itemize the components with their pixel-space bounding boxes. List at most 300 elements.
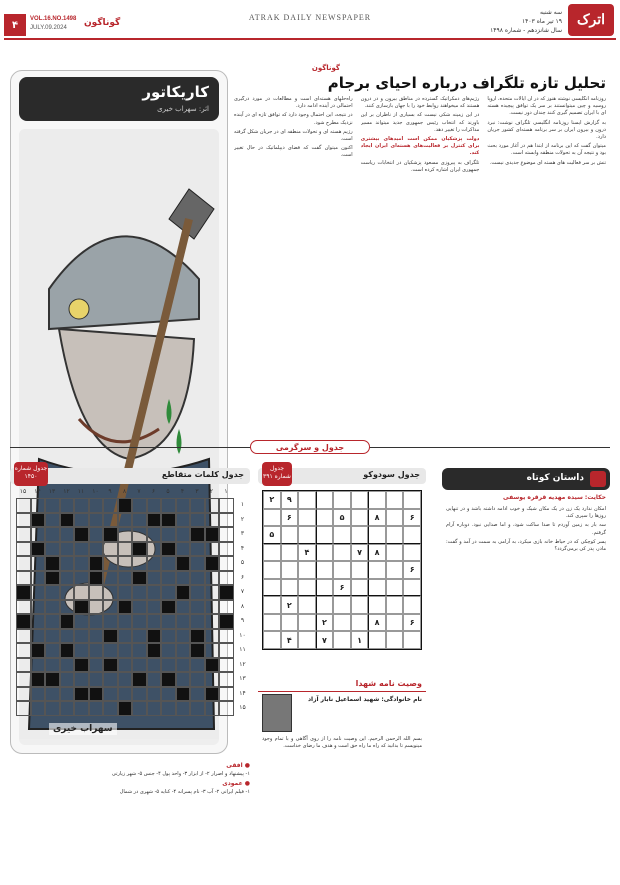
crossword-cell[interactable] <box>176 672 191 687</box>
crossword-column-number: ۱۳ <box>48 488 56 495</box>
crossword-cell <box>147 629 162 644</box>
crossword-cell[interactable] <box>190 585 205 600</box>
crossword-cell[interactable] <box>103 513 118 528</box>
crossword-cell[interactable] <box>118 658 133 673</box>
crossword-cell[interactable] <box>89 701 104 716</box>
crossword-cell[interactable] <box>205 614 220 629</box>
crossword-cell[interactable] <box>176 658 191 673</box>
crossword-cell[interactable] <box>74 556 89 571</box>
sudoku-cell[interactable] <box>316 579 334 597</box>
sudoku-grid[interactable] <box>262 490 422 650</box>
crossword-cell[interactable] <box>60 672 75 687</box>
article-section-tag: گوناگون <box>311 64 340 72</box>
crossword-cell[interactable] <box>16 701 31 716</box>
crossword-cell[interactable] <box>205 600 220 615</box>
crossword-row-number: ۹ <box>240 617 245 624</box>
cartoon-author: اثر: سهراب خیری <box>157 105 209 113</box>
crossword-cell[interactable] <box>60 658 75 673</box>
crossword-cell[interactable] <box>132 629 147 644</box>
crossword-cell[interactable] <box>60 600 75 615</box>
crossword-cell[interactable] <box>132 643 147 658</box>
crossword-cell[interactable] <box>74 585 89 600</box>
crossword-cell[interactable] <box>132 527 147 542</box>
crossword-cell[interactable] <box>60 542 75 557</box>
sudoku-cell[interactable] <box>368 491 386 509</box>
crossword-cell[interactable] <box>89 643 104 658</box>
crossword-cell[interactable] <box>219 687 234 702</box>
sudoku-cell[interactable] <box>298 561 316 579</box>
crossword-cell[interactable] <box>219 701 234 716</box>
crossword-cell[interactable] <box>31 658 46 673</box>
crossword-cell[interactable] <box>118 629 133 644</box>
sudoku-cell[interactable] <box>368 561 386 579</box>
crossword-cell[interactable] <box>118 643 133 658</box>
crossword-cell[interactable] <box>89 600 104 615</box>
crossword-cell[interactable] <box>89 658 104 673</box>
crossword-cell[interactable] <box>176 527 191 542</box>
crossword-cell[interactable] <box>118 614 133 629</box>
sudoku-cell[interactable] <box>368 526 386 544</box>
crossword-cell <box>147 643 162 658</box>
crossword-cell[interactable] <box>74 571 89 586</box>
crossword-cell[interactable] <box>45 629 60 644</box>
crossword-cell[interactable] <box>89 498 104 513</box>
crossword-cell[interactable] <box>74 629 89 644</box>
crossword-cell[interactable] <box>176 600 191 615</box>
crossword-header <box>10 465 250 484</box>
crossword-cell[interactable] <box>16 542 31 557</box>
crossword-cell[interactable] <box>205 629 220 644</box>
sudoku-cell[interactable] <box>386 509 404 527</box>
crossword-cell[interactable] <box>60 687 75 702</box>
crossword-cell[interactable] <box>103 542 118 557</box>
crossword-cell[interactable] <box>103 498 118 513</box>
sudoku-cell[interactable] <box>351 614 369 632</box>
crossword-cell[interactable] <box>176 701 191 716</box>
crossword-cell <box>176 687 191 702</box>
crossword-cell[interactable] <box>161 556 176 571</box>
sudoku-cell[interactable] <box>386 631 404 649</box>
crossword-cell[interactable] <box>74 643 89 658</box>
crossword-cell[interactable] <box>147 687 162 702</box>
crossword-badge: جدول شماره ۱۴۵۰ <box>14 462 48 486</box>
crossword-cell[interactable] <box>205 643 220 658</box>
crossword-cell[interactable] <box>219 527 234 542</box>
sudoku-cell[interactable] <box>281 561 299 579</box>
will-subtitle: نام خانوادگی: شهید اسماعیل نابار آزاد <box>307 696 422 703</box>
crossword-cell[interactable] <box>190 658 205 673</box>
crossword-cell <box>161 672 176 687</box>
paragraph: در این زمینه شکی نیست که بسیاری از ناظران بر این باورند که انتخاب رئیس جمهوری جدید میتواند مسیر مذاکرات را تغییر دهد. <box>360 112 480 133</box>
sudoku-cell[interactable] <box>403 491 421 509</box>
sudoku-cell[interactable] <box>403 544 421 562</box>
sudoku-cell[interactable] <box>386 596 404 614</box>
crossword-cell[interactable] <box>176 614 191 629</box>
sudoku-cell[interactable] <box>403 526 421 544</box>
crossword-cell[interactable] <box>31 614 46 629</box>
crossword-cell[interactable] <box>31 498 46 513</box>
crossword-cell[interactable] <box>132 585 147 600</box>
sudoku-cell[interactable] <box>263 544 281 562</box>
sudoku-cell[interactable] <box>263 614 281 632</box>
crossword-cell[interactable] <box>31 556 46 571</box>
sudoku-cell[interactable] <box>333 631 351 649</box>
crossword-cell[interactable] <box>219 629 234 644</box>
crossword-title: جدول کلمات متقاطع <box>161 470 244 479</box>
sudoku-cell[interactable] <box>263 596 281 614</box>
crossword-cell[interactable] <box>219 542 234 557</box>
will-text: بسم الله الرحمن الرحیم. این وصیت نامه را از روی آگاهی و با تمام وجود مینویسم تا بدانید که راه ما راه حق است و هدف ما رضای خداست. <box>262 736 422 749</box>
crossword-cell[interactable] <box>103 585 118 600</box>
sudoku-cell[interactable] <box>368 596 386 614</box>
crossword-cell[interactable] <box>118 556 133 571</box>
crossword-cell[interactable] <box>60 701 75 716</box>
crossword-cell[interactable] <box>60 571 75 586</box>
crossword-cell[interactable] <box>161 527 176 542</box>
crossword-cell[interactable] <box>147 672 162 687</box>
crossword-cell[interactable] <box>103 672 118 687</box>
crossword-cell[interactable] <box>161 585 176 600</box>
crossword-cell[interactable] <box>60 585 75 600</box>
crossword-cell <box>132 542 147 557</box>
crossword-cell[interactable] <box>147 527 162 542</box>
paragraph: به گزارش ایسنا روزنامه انگلیسی تلگراف نوشت: نبرد درون و بیرون ایران بر سر برنامه هسته‌ای کشور جریان دارد. <box>487 119 606 141</box>
crossword-cell <box>16 585 31 600</box>
crossword-cell[interactable] <box>132 498 147 513</box>
crossword-cell[interactable] <box>190 556 205 571</box>
crossword-cell[interactable] <box>219 513 234 528</box>
sudoku-cell[interactable] <box>403 631 421 649</box>
crossword-cell[interactable] <box>161 687 176 702</box>
sudoku-cell[interactable] <box>351 509 369 527</box>
sudoku-cell[interactable] <box>351 491 369 509</box>
crossword-cell[interactable] <box>103 643 118 658</box>
crossword-cell[interactable] <box>132 556 147 571</box>
crossword-cell[interactable] <box>118 527 133 542</box>
paragraph: تلگراف به پیروزی مسعود پزشکیان در انتخابات ریاست جمهوری ایران اشاره کرده است. <box>360 159 480 173</box>
crossword-cell[interactable] <box>205 571 220 586</box>
crossword-cell[interactable] <box>31 600 46 615</box>
crossword-cell[interactable] <box>132 687 147 702</box>
crossword-cell[interactable] <box>190 687 205 702</box>
sudoku-cell[interactable] <box>263 631 281 649</box>
crossword-cell[interactable] <box>118 571 133 586</box>
crossword-cell <box>190 527 205 542</box>
sudoku-cell[interactable] <box>316 491 334 509</box>
crossword-cell[interactable] <box>45 701 60 716</box>
crossword-cell[interactable] <box>60 527 75 542</box>
crossword-cell[interactable] <box>16 658 31 673</box>
martyr-will-section <box>258 678 426 878</box>
crossword-cell[interactable] <box>132 600 147 615</box>
crossword-cell[interactable] <box>118 672 133 687</box>
sudoku-cell[interactable] <box>333 561 351 579</box>
crossword-cell[interactable] <box>147 556 162 571</box>
crossword-cell[interactable] <box>147 701 162 716</box>
crossword-cell <box>60 643 75 658</box>
crossword-clues <box>10 760 250 796</box>
crossword-cell <box>132 571 147 586</box>
story-subtitle: حکایت: سیده مهدیه قرقره یوسفی <box>503 494 606 501</box>
crossword-cell[interactable] <box>190 498 205 513</box>
sudoku-cell[interactable] <box>316 526 334 544</box>
crossword-cell[interactable] <box>176 571 191 586</box>
crossword-cell[interactable] <box>219 571 234 586</box>
crossword-cell[interactable] <box>190 513 205 528</box>
sudoku-cell[interactable] <box>281 526 299 544</box>
sudoku-cell[interactable] <box>263 509 281 527</box>
crossword-cell <box>16 614 31 629</box>
sudoku-badge: جدول شماره ۳۹۱ <box>262 462 292 486</box>
crossword-cell[interactable] <box>45 542 60 557</box>
crossword-cell[interactable] <box>60 498 75 513</box>
sudoku-cell[interactable] <box>386 526 404 544</box>
sudoku-cell[interactable] <box>298 526 316 544</box>
crossword-cell <box>205 556 220 571</box>
sudoku-cell[interactable] <box>386 491 404 509</box>
crossword-cell[interactable] <box>16 600 31 615</box>
sudoku-cell[interactable] <box>298 491 316 509</box>
crossword-cell[interactable] <box>219 556 234 571</box>
sudoku-cell[interactable] <box>298 614 316 632</box>
sudoku-cell[interactable] <box>368 579 386 597</box>
crossword-cell[interactable] <box>45 498 60 513</box>
crossword-cell <box>103 629 118 644</box>
crossword-cell[interactable] <box>147 658 162 673</box>
crossword-cell[interactable] <box>118 585 133 600</box>
crossword-cell[interactable] <box>89 672 104 687</box>
crossword-cell[interactable] <box>16 687 31 702</box>
crossword-column-number: ۱۴ <box>34 488 41 495</box>
crossword-cell[interactable] <box>132 614 147 629</box>
crossword-cell[interactable] <box>147 600 162 615</box>
sudoku-cell[interactable] <box>351 596 369 614</box>
crossword-column-number: ۹ <box>108 488 112 495</box>
crossword-cell[interactable] <box>89 513 104 528</box>
article-column-3 <box>234 96 353 466</box>
crossword-cell[interactable] <box>161 629 176 644</box>
crossword-cell[interactable] <box>147 542 162 557</box>
crossword-cell[interactable] <box>31 701 46 716</box>
crossword-cell[interactable] <box>161 614 176 629</box>
sudoku-cell[interactable] <box>351 561 369 579</box>
crossword-cell[interactable] <box>147 498 162 513</box>
crossword-cell[interactable] <box>45 643 60 658</box>
sudoku-cell[interactable] <box>281 544 299 562</box>
crossword-cell[interactable] <box>16 629 31 644</box>
crossword-cell[interactable] <box>89 542 104 557</box>
crossword-cell[interactable] <box>219 643 234 658</box>
crossword-cell[interactable] <box>60 556 75 571</box>
crossword-cell[interactable] <box>103 556 118 571</box>
crossword-cell[interactable] <box>190 571 205 586</box>
crossword-cell[interactable] <box>205 701 220 716</box>
crossword-cell <box>205 527 220 542</box>
crossword-cell[interactable] <box>45 527 60 542</box>
crossword-cell[interactable] <box>16 571 31 586</box>
sudoku-cell[interactable] <box>403 596 421 614</box>
sudoku-cell[interactable] <box>403 579 421 597</box>
crossword-cell <box>176 556 191 571</box>
crossword-cell[interactable] <box>132 701 147 716</box>
sudoku-cell[interactable] <box>298 631 316 649</box>
crossword-cell[interactable] <box>190 542 205 557</box>
crossword-column-number: ۱۰ <box>92 488 99 495</box>
newspaper-english-title: ATRAK DAILY NEWSPAPER <box>248 13 372 22</box>
crossword-cell[interactable] <box>118 513 133 528</box>
crossword-cell[interactable] <box>161 658 176 673</box>
crossword-cell[interactable] <box>31 527 46 542</box>
sudoku-cell: ۲ <box>316 614 334 632</box>
crossword-cell[interactable] <box>31 687 46 702</box>
crossword-cell[interactable] <box>103 701 118 716</box>
crossword-cell[interactable] <box>147 614 162 629</box>
crossword-cell[interactable] <box>103 600 118 615</box>
crossword-cell[interactable] <box>190 600 205 615</box>
crossword-cell[interactable] <box>147 585 162 600</box>
crossword-cell[interactable] <box>176 629 191 644</box>
crossword-row-number: ۳ <box>240 530 245 537</box>
crossword-cell[interactable] <box>205 585 220 600</box>
crossword-cell[interactable] <box>45 600 60 615</box>
sudoku-cell[interactable] <box>368 631 386 649</box>
crossword-cell[interactable] <box>190 672 205 687</box>
sudoku-cell: ۱ <box>351 631 369 649</box>
sudoku-cell: ۶ <box>333 579 351 597</box>
crossword-cell <box>45 556 60 571</box>
crossword-cell[interactable] <box>89 629 104 644</box>
sudoku-cell[interactable] <box>281 614 299 632</box>
sudoku-cell[interactable] <box>316 509 334 527</box>
sudoku-cell[interactable] <box>298 509 316 527</box>
crossword-row-number: ۱۰ <box>239 631 246 639</box>
sudoku-cell[interactable] <box>333 526 351 544</box>
paragraph: اکنون میتوان گفت که فضای دیپلماتیک در حال تغییر است. <box>233 145 353 159</box>
crossword-cell[interactable] <box>176 513 191 528</box>
sudoku-cell[interactable] <box>281 579 299 597</box>
sudoku-cell[interactable] <box>316 596 334 614</box>
crossword-column-number: ۴ <box>180 488 185 495</box>
crossword-cell[interactable] <box>161 701 176 716</box>
sudoku-cell[interactable] <box>386 561 404 579</box>
crossword-cell[interactable] <box>118 687 133 702</box>
crossword-cell <box>89 556 104 571</box>
story-header <box>442 468 610 490</box>
sudoku-cell: ۴ <box>298 544 316 562</box>
crossword-cell[interactable] <box>176 643 191 658</box>
crossword-cell[interactable] <box>45 687 60 702</box>
volume-number: VOL.16.NO.1498 <box>30 16 77 22</box>
crossword-cell[interactable] <box>45 614 60 629</box>
crossword-cell[interactable] <box>74 542 89 557</box>
crossword-cell[interactable] <box>219 498 234 513</box>
sudoku-cell: ۷ <box>351 544 369 562</box>
sudoku-cell[interactable] <box>316 544 334 562</box>
crossword-cell[interactable] <box>205 542 220 557</box>
crossword-cell[interactable] <box>45 513 60 528</box>
crossword-cell[interactable] <box>219 658 234 673</box>
crossword-cell[interactable] <box>205 672 220 687</box>
sudoku-cell: ۴ <box>281 631 299 649</box>
crossword-cell[interactable] <box>132 658 147 673</box>
sudoku-cell[interactable] <box>333 491 351 509</box>
crossword-cell[interactable] <box>190 614 205 629</box>
crossword-cell[interactable] <box>60 629 75 644</box>
page-number: ۴ <box>4 14 26 36</box>
sudoku-cell[interactable] <box>333 596 351 614</box>
crossword-cell[interactable] <box>74 701 89 716</box>
sudoku-cell[interactable] <box>386 579 404 597</box>
crossword-cell[interactable] <box>16 513 31 528</box>
crossword-cell[interactable] <box>118 542 133 557</box>
sudoku-cell[interactable] <box>351 579 369 597</box>
crossword-cell[interactable] <box>89 585 104 600</box>
crossword-cell[interactable] <box>103 687 118 702</box>
crossword-cell[interactable] <box>31 585 46 600</box>
crossword-row-number: ۱۳ <box>239 675 246 682</box>
crossword-cell[interactable] <box>103 571 118 586</box>
crossword-cell[interactable] <box>161 498 176 513</box>
crossword-cell[interactable] <box>176 498 191 513</box>
crossword-cell[interactable] <box>16 643 31 658</box>
sudoku-cell[interactable] <box>298 579 316 597</box>
sudoku-cell: ۸ <box>368 509 386 527</box>
sudoku-cell[interactable] <box>263 579 281 597</box>
crossword-cell[interactable] <box>161 643 176 658</box>
crossword-cell[interactable] <box>103 614 118 629</box>
cartoon-title: کاریکاتور <box>142 83 209 101</box>
crossword-cell[interactable] <box>74 614 89 629</box>
crossword-cell[interactable] <box>190 701 205 716</box>
crossword-cell[interactable] <box>16 672 31 687</box>
crossword-cell[interactable] <box>31 629 46 644</box>
sudoku-cell[interactable] <box>298 596 316 614</box>
crossword-cell[interactable] <box>45 585 60 600</box>
crossword-cell[interactable] <box>89 527 104 542</box>
crossword-cell[interactable] <box>205 498 220 513</box>
sudoku-cell[interactable] <box>333 544 351 562</box>
sudoku-cell[interactable] <box>316 561 334 579</box>
crossword-cell[interactable] <box>16 527 31 542</box>
crossword-cell[interactable] <box>132 513 147 528</box>
sudoku-header <box>258 465 426 484</box>
crossword-column-number: ۸ <box>122 488 127 495</box>
crossword-cell[interactable] <box>219 672 234 687</box>
sudoku-cell[interactable] <box>386 614 404 632</box>
crossword-cell[interactable] <box>74 672 89 687</box>
crossword-cell[interactable] <box>219 600 234 615</box>
crossword-cell[interactable] <box>176 542 191 557</box>
crossword-cell <box>118 600 133 615</box>
sudoku-cell[interactable] <box>351 526 369 544</box>
crossword-cell <box>74 527 89 542</box>
crossword-cell <box>31 643 46 658</box>
crossword-cell[interactable] <box>16 556 31 571</box>
crossword-cell[interactable] <box>74 513 89 528</box>
crossword-cell[interactable] <box>205 513 220 528</box>
crossword-cell[interactable] <box>89 614 104 629</box>
sudoku-cell[interactable] <box>263 561 281 579</box>
crossword-cell[interactable] <box>45 658 60 673</box>
sudoku-cell[interactable] <box>333 614 351 632</box>
crossword-cell[interactable] <box>16 498 31 513</box>
crossword-cell[interactable] <box>31 571 46 586</box>
sudoku-cell[interactable] <box>386 544 404 562</box>
crossword-row-number: ۵ <box>240 559 245 566</box>
crossword-cell[interactable] <box>74 498 89 513</box>
crossword-cell[interactable] <box>147 571 162 586</box>
crossword-cell[interactable] <box>161 571 176 586</box>
